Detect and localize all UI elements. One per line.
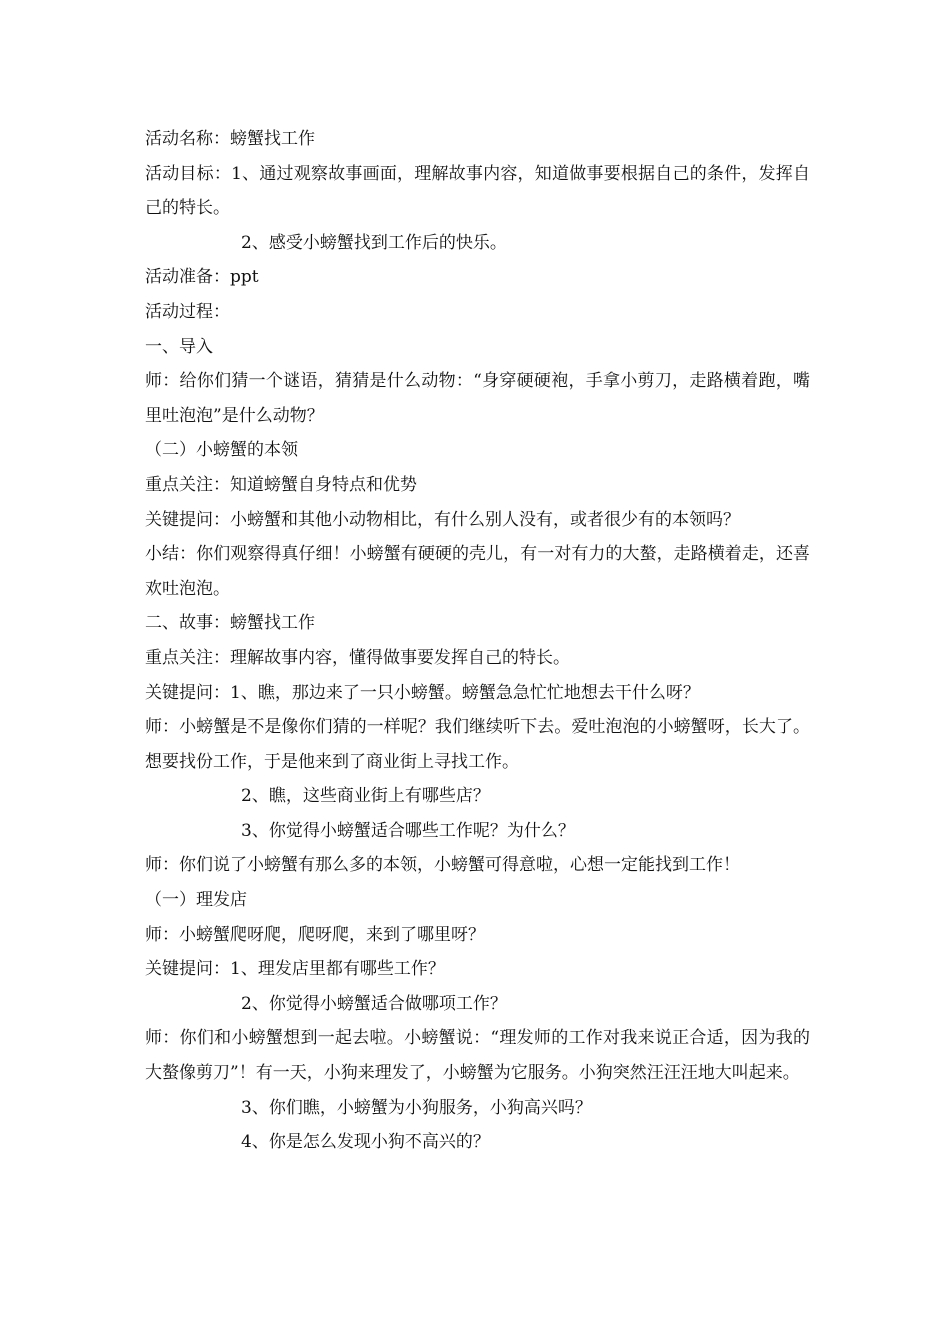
section-heading-intro: 一、导入 — [145, 336, 213, 357]
focus-point-story: 重点关注：理解故事内容，懂得做事要发挥自己的特长。 — [145, 647, 570, 668]
document-page — [145, 122, 810, 1160]
activity-goal-2: 2、感受小螃蟹找到工作后的快乐。 — [241, 232, 507, 253]
key-question-barbershop-4: 4、你是怎么发现小狗不高兴的？ — [241, 1132, 490, 1153]
key-question-barbershop-3: 3、你们瞧，小螃蟹为小狗服务，小狗高兴吗？ — [241, 1097, 592, 1118]
section-heading-skills: （二）小螃蟹的本领 — [145, 440, 298, 461]
key-question-barbershop-2: 2、你觉得小螃蟹适合做哪项工作？ — [241, 993, 507, 1014]
key-question-story-2: 2、瞧，这些商业街上有哪些店？ — [241, 786, 490, 807]
activity-preparation: 活动准备：ppt — [145, 267, 259, 288]
key-question-barbershop-1: 关键提问：1、理发店里都有哪些工作？ — [145, 959, 445, 980]
key-question-skills: 关键提问：小螃蟹和其他小动物相比，有什么别人没有，或者很少有的本领吗？ — [145, 509, 740, 530]
activity-goal-1: 活动目标：1、通过观察故事画面，理解故事内容，知道做事要根据自己的条件，发挥自己的特长。 — [145, 163, 810, 219]
teacher-riddle: 师：给你们猜一个谜语，猜猜是什么动物：“身穿硬硬袍，手拿小剪刀，走路横着跑，嘴里吐泡泡”是什么动物？ — [145, 371, 810, 426]
teacher-story-narration: 师：小螃蟹是不是像你们猜的一样呢？我们继续听下去。爱吐泡泡的小螃蟹呀，长大了。想要找份工作，于是他来到了商业街上寻找工作。 — [145, 717, 810, 772]
summary-skills: 小结：你们观察得真仔细！小螃蟹有硬硬的壳儿，有一对有力的大螯，走路横着走，还喜欢吐泡泡。 — [145, 544, 810, 599]
activity-process-heading: 活动过程： — [145, 301, 230, 322]
section-heading-story: 二、故事：螃蟹找工作 — [145, 613, 315, 634]
key-question-story-1: 关键提问：1、瞧，那边来了一只小螃蟹。螃蟹急急忙忙地想去干什么呀？ — [145, 682, 700, 703]
key-question-story-3: 3、你觉得小螃蟹适合哪些工作呢？为什么？ — [241, 820, 575, 841]
section-heading-barbershop: （一）理发店 — [145, 890, 247, 911]
activity-name: 活动名称：螃蟹找工作 — [145, 129, 315, 149]
teacher-story-comment: 师：你们说了小螃蟹有那么多的本领，小螃蟹可得意啦，心想一定能找到工作！ — [145, 855, 740, 876]
focus-point-skills: 重点关注：知道螃蟹自身特点和优势 — [145, 474, 417, 495]
teacher-barbershop-intro: 师：小螃蟹爬呀爬，爬呀爬，来到了哪里呀？ — [145, 924, 485, 945]
teacher-barbershop-story: 师：你们和小螃蟹想到一起去啦。小螃蟹说：“理发师的工作对我来说正合适，因为我的大螯像剪刀”！有一天，小狗来理发了，小螃蟹为它服务。小狗突然汪汪汪地大叫起来。 — [145, 1028, 810, 1084]
